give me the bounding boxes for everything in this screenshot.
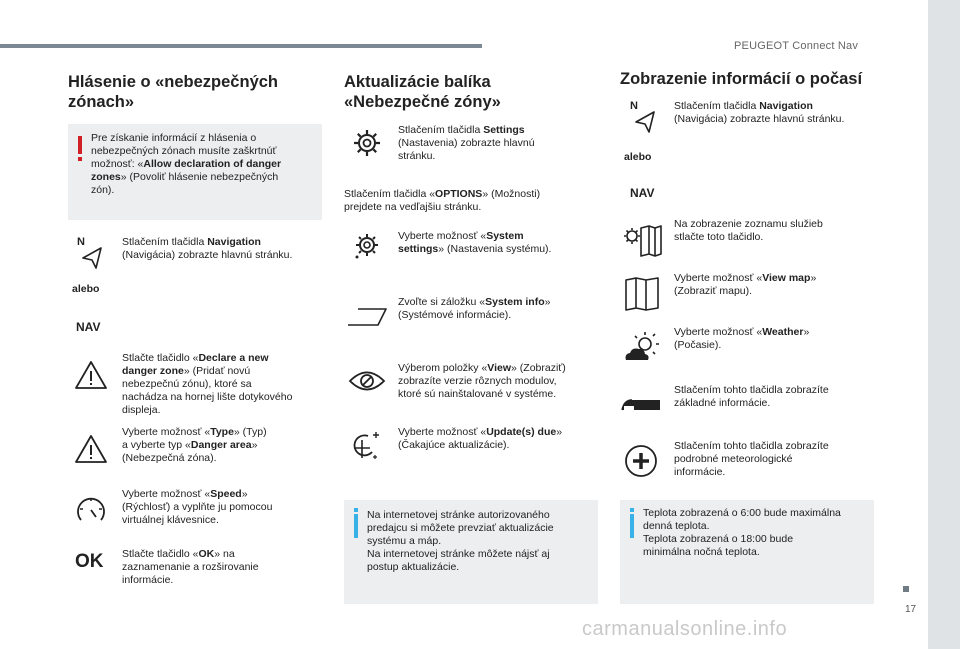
step-update-due: Vyberte možnosť «Update(s) due» (Čakajúce aktualizácie). xyxy=(398,426,563,451)
step-settings: Stlačením tlačidla Settings (Nastavenia) zobrazte hlavnú stránku. xyxy=(398,124,535,162)
step-navigation: Stlačením tlačidla Navigation (Navigácia) zobrazte hlavnú stránku. xyxy=(122,236,293,261)
warning-text: Pre získanie informácií z hlásenia o nebezpečných zónach musíte zaškrtnúť možnosť: «Allow declaration of danger zones» (Povoliť hlásenie nebezpečných zón). xyxy=(91,132,282,196)
step-services: Na zobrazenie zoznamu služieb stlačte toto tlačidlo. xyxy=(674,218,823,243)
warning-icon xyxy=(78,136,82,154)
side-margin-strip xyxy=(928,0,960,649)
basic-info-tab-icon xyxy=(620,394,662,414)
ok-button-label: OK xyxy=(75,551,104,572)
step-navigation-weather: Stlačením tlačidla Navigation (Navigácia) zobrazte hlavnú stránku. xyxy=(674,100,845,125)
section-title-updates: Aktualizácie balíka «Nebezpečné zóny» xyxy=(344,73,501,111)
step-speed: Vyberte možnosť «Speed» (Rýchlosť) a vyplňte ju pomocou virtuálnej klávesnice. xyxy=(122,488,273,526)
info-box-updates xyxy=(344,500,598,604)
info-icon-dot xyxy=(354,508,358,512)
info-icon-2 xyxy=(630,514,634,538)
info-icon xyxy=(354,514,358,538)
page-marker xyxy=(903,586,909,592)
section-title-weather: Zobrazenie informácií o počasí xyxy=(620,70,863,88)
detailed-info-plus-icon xyxy=(624,444,658,478)
step-view-map: Vyberte možnosť «View map» (Zobraziť mapu). xyxy=(674,272,817,297)
danger-area-triangle-icon xyxy=(74,434,108,464)
page-number: 17 xyxy=(905,604,917,615)
weather-sun-cloud-icon xyxy=(622,330,662,366)
update-due-icon xyxy=(348,430,384,462)
danger-triangle-icon xyxy=(74,360,108,390)
step-basic-info: Stlačením tohto tlačidla zobrazíte základné informácie. xyxy=(674,384,829,409)
top-rule xyxy=(0,44,482,48)
speed-gauge-icon xyxy=(75,494,107,526)
step-system-info: Zvoľte si záložku «System info» (Systémové informácie). xyxy=(398,296,551,321)
step-weather: Vyberte možnosť «Weather» (Počasie). xyxy=(674,326,810,351)
nav-button-label: NAV xyxy=(76,320,101,334)
warning-icon-dot xyxy=(78,157,82,161)
services-map-gear-icon xyxy=(623,224,663,258)
info-box-weather xyxy=(620,500,874,604)
step-ok: Stlačte tlačidlo «OK» na zaznamenanie a rozširovanie informácie. xyxy=(122,548,259,586)
running-header: PEUGEOT Connect Nav xyxy=(734,40,859,52)
info-icon-dot-2 xyxy=(630,508,634,512)
step-view: Výberom položky «View» (Zobraziť) zobrazíte verzie rôznych modulov, ktoré sú nainštalované v systéme. xyxy=(398,362,566,400)
step-system-settings: Vyberte možnosť «System settings» (Nastavenia systému). xyxy=(398,230,552,255)
nav-button-label-2: NAV xyxy=(630,186,655,200)
watermark: carmanualsonline.info xyxy=(582,618,788,640)
or-label: alebo xyxy=(72,283,100,295)
info-text-weather: Teplota zobrazená o 6:00 bude maximálna denná teplota. Teplota zobrazená o 18:00 bude minimálna nočná teplota. xyxy=(643,507,841,558)
view-eye-icon xyxy=(348,368,386,394)
or-label-2: alebo xyxy=(624,151,652,163)
system-settings-gear-icon xyxy=(352,232,382,262)
step-options: Stlačením tlačidla «OPTIONS» (Možnosti) prejdete na vedľajšiu stránku. xyxy=(344,188,541,213)
warning-box xyxy=(68,124,322,220)
step-declare-danger-zone: Stlačte tlačidlo «Declare a new danger zone» (Pridať novú nebezpečnú zónu), ktoré sa nachádza na hornej lište dotykového displeja. xyxy=(122,352,293,416)
view-map-icon xyxy=(624,276,660,312)
settings-gear-icon xyxy=(352,128,382,158)
step-detailed-info: Stlačením tohto tlačidla zobrazíte podrobné meteorologické informácie. xyxy=(674,440,829,478)
info-text-updates: Na internetovej stránke autorizovaného predajcu si môžete prevziať aktualizácie systému a máp. Na internetovej stránke môžete nájsť aj postup aktualizácie. xyxy=(367,509,554,573)
system-info-tab-icon xyxy=(346,306,388,328)
section-title-danger-zones: Hlásenie o «nebezpečných zónach» xyxy=(68,73,278,111)
step-type: Vyberte možnosť «Type» (Typ) a vyberte typ «Danger area» (Nebezpečná zóna). xyxy=(122,426,267,464)
